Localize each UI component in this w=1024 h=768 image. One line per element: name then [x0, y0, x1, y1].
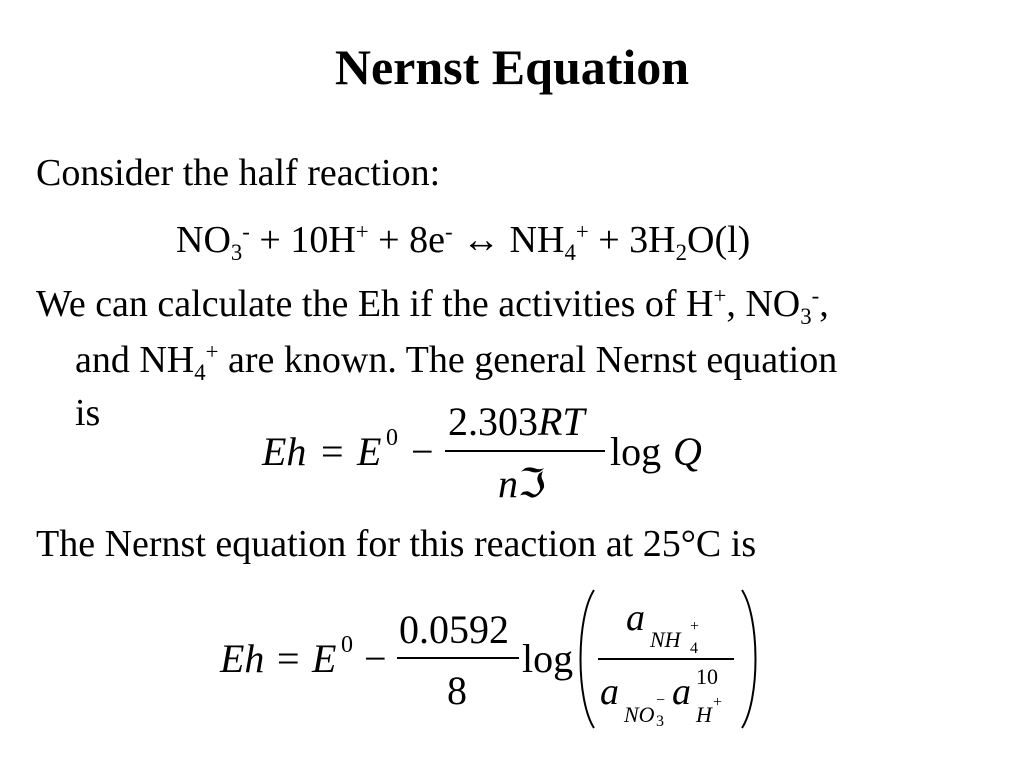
- sp-top-sub-sup: +: [690, 618, 700, 635]
- half-reaction-equation: [0, 217, 1024, 263]
- sp-log: log: [522, 636, 574, 681]
- sp-bottom-sub1-sub: 3: [656, 713, 664, 730]
- eq-standard-potential-sup: 0: [386, 425, 398, 451]
- eq-standard-potential: E: [357, 429, 382, 474]
- sp-top-subscript: NH: [650, 627, 681, 652]
- eq-fraction-bar: [445, 450, 605, 452]
- sp-bottom-activity-2: a: [672, 671, 691, 713]
- sp-inner-fraction-bar: [598, 658, 734, 660]
- reactant-electrons: 8e-: [409, 219, 453, 261]
- sp-equals: =: [277, 636, 300, 681]
- paragraph-line-1: We can calculate the Eh if the activities of H+, $NO_3^-$,: [36, 283, 829, 329]
- equilibrium-arrow-icon: ↔: [462, 219, 501, 261]
- sp-denominator: 8: [447, 668, 467, 713]
- reactant-hydrogen: 10H+: [290, 219, 369, 261]
- plus-sign: +: [259, 219, 281, 261]
- sp-bottom-activity-1: a: [600, 671, 619, 713]
- sp-fraction-bar: [397, 657, 519, 659]
- eq-denominator: nℑ: [498, 461, 546, 506]
- sp-lhs: Eh: [220, 636, 265, 681]
- paragraph-line-2: and $NH_4^+$ are known. The general Nernst equation: [75, 339, 838, 385]
- plus-sign: +: [598, 219, 620, 261]
- eq-minus: −: [411, 429, 434, 474]
- sp-top-activity: a: [626, 597, 645, 639]
- product-ammonium: $NH_4^+$: [509, 219, 589, 265]
- plus-sign: +: [378, 219, 400, 261]
- eq-log: log: [610, 429, 662, 474]
- sp-bottom-subscript-1: NO: [624, 702, 655, 727]
- sp-bottom-sub1-sup: −: [656, 692, 666, 709]
- sp-bottom-subscript-2: H: [696, 702, 712, 727]
- sp-minus: −: [364, 636, 387, 681]
- eq-numerator: 2.303RT: [448, 399, 585, 444]
- intro-line: Consider the half reaction:: [36, 152, 441, 194]
- sp-standard-potential-sup: 0: [341, 632, 353, 658]
- sp-numerator: 0.0592: [399, 607, 509, 652]
- nernst-25c-line: The Nernst equation for this reaction at 25°C is: [36, 523, 757, 565]
- sp-standard-potential: E: [312, 636, 337, 681]
- eq-lhs: Eh: [262, 429, 307, 474]
- eq-equals: =: [321, 429, 344, 474]
- paragraph-line-3: is: [75, 392, 101, 434]
- sp-top-sub-sub: 4: [690, 640, 698, 657]
- product-water: $3H_2O(l)$: [629, 219, 751, 265]
- eq-reaction-quotient: Q: [673, 429, 702, 474]
- reactant-nitrate: $NO_3^-$: [176, 219, 250, 265]
- sp-bottom-sub2-sup: +: [713, 694, 723, 711]
- slide-title: Nernst Equation: [334, 39, 690, 95]
- sp-bottom-exponent: 10: [696, 664, 718, 689]
